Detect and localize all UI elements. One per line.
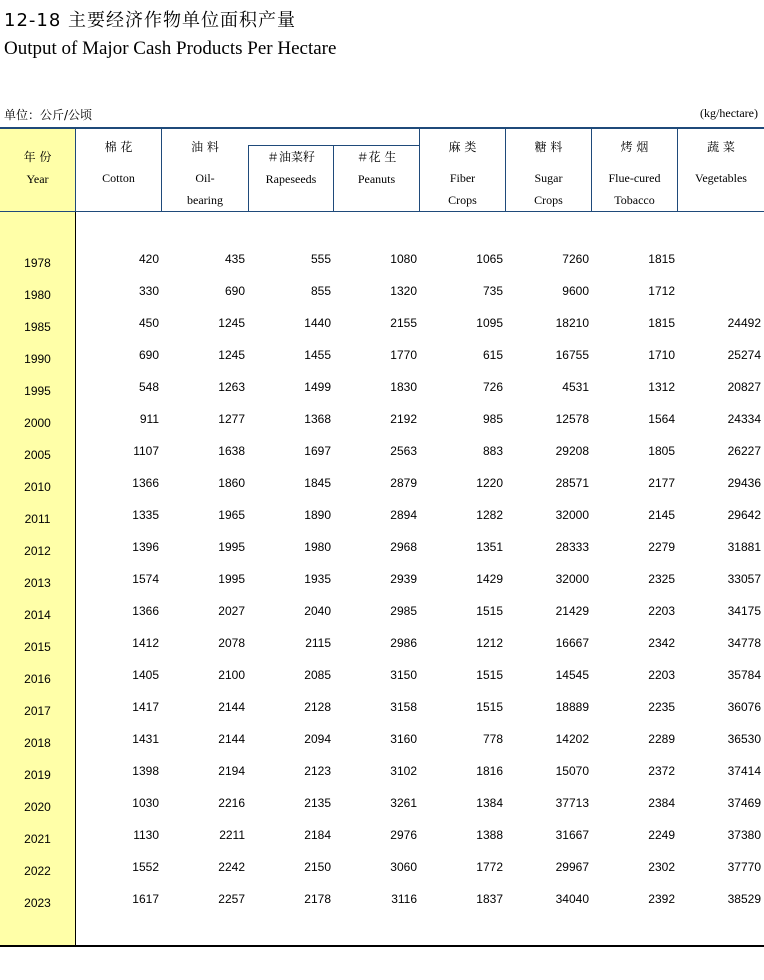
peanuts-cell: 2985 <box>390 604 417 618</box>
oil-bearing-cell: 2078 <box>218 636 245 650</box>
year-cell: 1990 <box>24 352 51 366</box>
table-row <box>0 284 764 316</box>
year-cell: 2000 <box>24 416 51 430</box>
vegetables-cell: 26227 <box>727 444 761 458</box>
vegetables-cell: 24334 <box>727 412 761 426</box>
header-fiber-crops: 麻 类 Fiber Crops <box>448 140 477 207</box>
fiber-crops-cell: 1515 <box>476 700 503 714</box>
peanuts-cell: 2192 <box>390 412 417 426</box>
peanuts-cell: 3160 <box>390 732 417 746</box>
flue-cured-tobacco-cell: 1564 <box>648 412 675 426</box>
fiber-crops-cell: 1384 <box>476 796 503 810</box>
peanuts-cell: 3060 <box>390 860 417 874</box>
fiber-crops-cell: 1065 <box>476 252 503 266</box>
flue-cured-tobacco-cell: 1312 <box>648 380 675 394</box>
fiber-crops-cell: 726 <box>482 380 503 394</box>
vegetables-cell: 34778 <box>727 636 761 650</box>
rapeseeds-cell: 1890 <box>304 508 331 522</box>
vegetables-cell: 36076 <box>727 700 761 714</box>
flue-cured-tobacco-cell: 2325 <box>648 572 675 586</box>
cotton-cell: 1130 <box>133 828 159 842</box>
sugar-crops-cell: 14545 <box>555 668 589 682</box>
fiber-crops-cell: 1388 <box>476 828 503 842</box>
vegetables-cell: 37469 <box>727 796 761 810</box>
cotton-cell: 1398 <box>132 764 159 778</box>
sugar-crops-cell: 4531 <box>562 380 589 394</box>
table-row <box>0 572 764 604</box>
flue-cured-tobacco-cell: 2279 <box>648 540 675 554</box>
table-row <box>0 252 764 284</box>
table-row <box>0 700 764 732</box>
vegetables-cell: 35784 <box>727 668 761 682</box>
peanuts-cell: 2155 <box>390 316 417 330</box>
oil-bearing-cell: 2257 <box>218 892 245 906</box>
rapeseeds-cell: 1499 <box>304 380 331 394</box>
table-row <box>0 540 764 572</box>
cotton-cell: 1552 <box>132 860 159 874</box>
fiber-crops-cell: 1212 <box>476 636 503 650</box>
header-rapeseeds: ＃油菜籽 Rapeseeds <box>265 150 317 186</box>
flue-cured-tobacco-cell: 2384 <box>648 796 675 810</box>
vegetables-cell: 33057 <box>727 572 761 586</box>
year-cell: 2020 <box>24 800 51 814</box>
table-row <box>0 828 764 860</box>
oil-bearing-cell: 1277 <box>218 412 245 426</box>
peanuts-cell: 2563 <box>390 444 417 458</box>
cotton-cell: 1574 <box>132 572 159 586</box>
header-top-rule <box>0 127 764 129</box>
flue-cured-tobacco-cell: 2289 <box>648 732 675 746</box>
oil-bearing-cell: 1263 <box>218 380 245 394</box>
oil-bearing-cell: 1995 <box>218 572 245 586</box>
table-title-en: Output of Major Cash Products Per Hectare <box>4 38 337 59</box>
vegetables-cell: 34175 <box>727 604 761 618</box>
sugar-crops-cell: 37713 <box>555 796 589 810</box>
table-row <box>0 476 764 508</box>
cotton-cell: 548 <box>138 380 159 394</box>
vegetables-cell: 25274 <box>727 348 761 362</box>
header-flue-cured-tobacco: 烤 烟 Flue-cured Tobacco <box>608 140 661 207</box>
sugar-crops-cell: 18210 <box>555 316 589 330</box>
table-row <box>0 348 764 380</box>
rapeseeds-cell: 2094 <box>304 732 331 746</box>
table-row <box>0 316 764 348</box>
cotton-cell: 911 <box>139 412 159 426</box>
fiber-crops-cell: 1282 <box>476 508 503 522</box>
rapeseeds-cell: 2178 <box>304 892 331 906</box>
table-title-cn: 12-18 主要经济作物单位面积产量 <box>4 10 297 31</box>
peanuts-cell: 3158 <box>390 700 417 714</box>
year-cell: 2018 <box>24 736 51 750</box>
oil-bearing-cell: 2216 <box>218 796 245 810</box>
flue-cured-tobacco-cell: 2235 <box>648 700 675 714</box>
oil-bearing-cell: 2211 <box>219 828 245 842</box>
rapeseeds-cell: 1368 <box>304 412 331 426</box>
table-row <box>0 380 764 412</box>
unit-label-en: (kg/hectare) <box>700 106 758 120</box>
cotton-cell: 1107 <box>133 444 159 458</box>
header-oil-bearing: 油 料 Oil- bearing <box>187 140 223 207</box>
cotton-cell: 1366 <box>132 604 159 618</box>
oil-bearing-cell: 435 <box>224 252 245 266</box>
year-cell: 2014 <box>24 608 51 622</box>
fiber-crops-cell: 985 <box>482 412 503 426</box>
vegetables-cell: 37414 <box>727 764 761 778</box>
rapeseeds-cell: 2115 <box>305 636 331 650</box>
oil-bearing-cell: 1638 <box>218 444 245 458</box>
sugar-crops-cell: 29208 <box>555 444 589 458</box>
sugar-crops-cell: 9600 <box>562 284 589 298</box>
cotton-cell: 1417 <box>132 700 159 714</box>
flue-cured-tobacco-cell: 2177 <box>648 476 675 490</box>
year-cell: 2016 <box>24 672 51 686</box>
fiber-crops-cell: 883 <box>482 444 503 458</box>
peanuts-cell: 2986 <box>390 636 417 650</box>
sugar-crops-cell: 18889 <box>555 700 589 714</box>
fiber-crops-cell: 615 <box>482 348 503 362</box>
cotton-cell: 450 <box>138 316 159 330</box>
year-cell: 2015 <box>24 640 51 654</box>
year-cell: 2011 <box>24 512 51 526</box>
oil-bearing-cell: 1965 <box>218 508 245 522</box>
sugar-crops-cell: 7260 <box>562 252 589 266</box>
year-cell: 2021 <box>24 832 51 846</box>
header-sugar-crops: 糖 料 Sugar Crops <box>534 140 563 207</box>
sugar-crops-cell: 12578 <box>555 412 589 426</box>
peanuts-cell: 2976 <box>390 828 417 842</box>
rapeseeds-cell: 2040 <box>304 604 331 618</box>
header-vegetables: 蔬 菜 Vegetables <box>695 140 747 185</box>
fiber-crops-cell: 1351 <box>476 540 503 554</box>
flue-cured-tobacco-cell: 2249 <box>648 828 675 842</box>
header-year: 年 份 Year <box>23 150 52 186</box>
year-cell: 2017 <box>24 704 51 718</box>
cotton-cell: 690 <box>138 348 159 362</box>
fiber-crops-cell: 1095 <box>476 316 503 330</box>
flue-cured-tobacco-cell: 1710 <box>648 348 675 362</box>
rapeseeds-cell: 2135 <box>304 796 331 810</box>
year-cell: 1985 <box>24 320 51 334</box>
oil-bearing-cell: 1860 <box>218 476 245 490</box>
oil-bearing-cell: 1245 <box>218 316 245 330</box>
year-cell: 2019 <box>24 768 51 782</box>
rapeseeds-cell: 2085 <box>304 668 331 682</box>
oil-bearing-cell: 2144 <box>218 732 245 746</box>
table-row <box>0 668 764 700</box>
year-cell: 1995 <box>24 384 51 398</box>
table-row <box>0 636 764 668</box>
table-row <box>0 732 764 764</box>
rapeseeds-cell: 1440 <box>304 316 331 330</box>
rapeseeds-cell: 855 <box>310 284 331 298</box>
rapeseeds-cell: 1455 <box>304 348 331 362</box>
fiber-crops-cell: 1837 <box>476 892 503 906</box>
header-peanuts: ＃花 生 Peanuts <box>356 150 397 186</box>
peanuts-cell: 2968 <box>390 540 417 554</box>
flue-cured-tobacco-cell: 2203 <box>648 604 675 618</box>
sugar-crops-cell: 29967 <box>555 860 589 874</box>
cotton-cell: 1405 <box>132 668 159 682</box>
table-row <box>0 796 764 828</box>
rapeseeds-cell: 1935 <box>304 572 331 586</box>
peanuts-cell: 1770 <box>390 348 417 362</box>
sugar-crops-cell: 16755 <box>555 348 589 362</box>
oil-bearing-cell: 2027 <box>218 604 245 618</box>
flue-cured-tobacco-cell: 2145 <box>648 508 675 522</box>
peanuts-cell: 2894 <box>390 508 417 522</box>
oil-bearing-cell: 1995 <box>218 540 245 554</box>
vegetables-cell: 37380 <box>727 828 761 842</box>
cotton-cell: 1335 <box>132 508 159 522</box>
vegetables-cell: 37770 <box>727 860 761 874</box>
vegetables-cell: 31881 <box>727 540 761 554</box>
flue-cured-tobacco-cell: 2372 <box>648 764 675 778</box>
vegetables-cell: 29436 <box>727 476 761 490</box>
table-row <box>0 508 764 540</box>
fiber-crops-cell: 1515 <box>476 668 503 682</box>
table-row <box>0 764 764 796</box>
year-cell: 1978 <box>24 256 51 270</box>
cotton-cell: 1396 <box>132 540 159 554</box>
rapeseeds-cell: 2123 <box>304 764 331 778</box>
fiber-crops-cell: 1515 <box>476 604 503 618</box>
peanuts-cell: 2879 <box>390 476 417 490</box>
rapeseeds-cell: 1845 <box>304 476 331 490</box>
sugar-crops-cell: 32000 <box>555 572 589 586</box>
cotton-cell: 1366 <box>132 476 159 490</box>
peanuts-cell: 2939 <box>390 572 417 586</box>
sugar-crops-cell: 21429 <box>555 604 589 618</box>
flue-cured-tobacco-cell: 1815 <box>648 316 675 330</box>
sugar-crops-cell: 16667 <box>555 636 589 650</box>
rapeseeds-cell: 2184 <box>304 828 331 842</box>
vegetables-cell: 38529 <box>727 892 761 906</box>
vegetables-cell: 24492 <box>727 316 761 330</box>
sugar-crops-cell: 28333 <box>555 540 589 554</box>
rapeseeds-cell: 1980 <box>304 540 331 554</box>
fiber-crops-cell: 778 <box>482 732 503 746</box>
oil-bearing-cell: 2194 <box>218 764 245 778</box>
year-cell: 2012 <box>24 544 51 558</box>
table-row <box>0 604 764 636</box>
year-cell: 2005 <box>24 448 51 462</box>
table-row <box>0 860 764 892</box>
year-cell: 1980 <box>24 288 51 302</box>
flue-cured-tobacco-cell: 2392 <box>648 892 675 906</box>
sugar-crops-cell: 32000 <box>555 508 589 522</box>
peanuts-cell: 1320 <box>390 284 417 298</box>
cotton-cell: 1412 <box>132 636 159 650</box>
rapeseeds-cell: 1697 <box>304 444 331 458</box>
sugar-crops-cell: 14202 <box>555 732 589 746</box>
cotton-cell: 330 <box>138 284 159 298</box>
header-cotton: 棉 花 Cotton <box>102 140 135 185</box>
oil-bearing-cell: 1245 <box>218 348 245 362</box>
peanuts-cell: 1830 <box>390 380 417 394</box>
flue-cured-tobacco-cell: 2342 <box>648 636 675 650</box>
peanuts-cell: 3150 <box>390 668 417 682</box>
year-cell: 2023 <box>24 896 51 910</box>
year-cell: 2022 <box>24 864 51 878</box>
rapeseeds-cell: 2150 <box>304 860 331 874</box>
fiber-crops-cell: 735 <box>482 284 503 298</box>
peanuts-cell: 1080 <box>390 252 417 266</box>
flue-cured-tobacco-cell: 2302 <box>648 860 675 874</box>
cotton-cell: 1431 <box>132 732 159 746</box>
fiber-crops-cell: 1816 <box>476 764 503 778</box>
fiber-crops-cell: 1772 <box>476 860 503 874</box>
flue-cured-tobacco-cell: 1712 <box>648 284 675 298</box>
fiber-crops-cell: 1429 <box>476 572 503 586</box>
sugar-crops-cell: 34040 <box>555 892 589 906</box>
header-bottom-rule <box>0 211 764 212</box>
table-row <box>0 892 764 924</box>
vegetables-cell: 20827 <box>727 380 761 394</box>
table-bottom-rule <box>0 945 764 947</box>
oil-bearing-cell: 2100 <box>218 668 245 682</box>
year-cell: 2010 <box>24 480 51 494</box>
peanuts-cell: 3102 <box>390 764 417 778</box>
vegetables-cell: 36530 <box>727 732 761 746</box>
peanuts-cell: 3261 <box>390 796 417 810</box>
oil-bearing-cell: 690 <box>224 284 245 298</box>
peanuts-cell: 3116 <box>391 892 417 906</box>
rapeseeds-cell: 555 <box>310 252 331 266</box>
unit-label-cn: 单位：公斤/公顷 <box>4 108 93 122</box>
oil-bearing-cell: 2144 <box>218 700 245 714</box>
flue-cured-tobacco-cell: 1805 <box>648 444 675 458</box>
year-cell: 2013 <box>24 576 51 590</box>
sugar-crops-cell: 31667 <box>555 828 589 842</box>
oil-bearing-cell: 2242 <box>218 860 245 874</box>
fiber-crops-cell: 1220 <box>476 476 503 490</box>
sugar-crops-cell: 15070 <box>555 764 589 778</box>
vegetables-cell: 29642 <box>727 508 761 522</box>
cotton-cell: 1617 <box>132 892 159 906</box>
flue-cured-tobacco-cell: 1815 <box>648 252 675 266</box>
table-row <box>0 444 764 476</box>
rapeseeds-cell: 2128 <box>304 700 331 714</box>
flue-cured-tobacco-cell: 2203 <box>648 668 675 682</box>
cotton-cell: 1030 <box>132 796 159 810</box>
sugar-crops-cell: 28571 <box>555 476 589 490</box>
table-row <box>0 412 764 444</box>
cotton-cell: 420 <box>138 252 159 266</box>
